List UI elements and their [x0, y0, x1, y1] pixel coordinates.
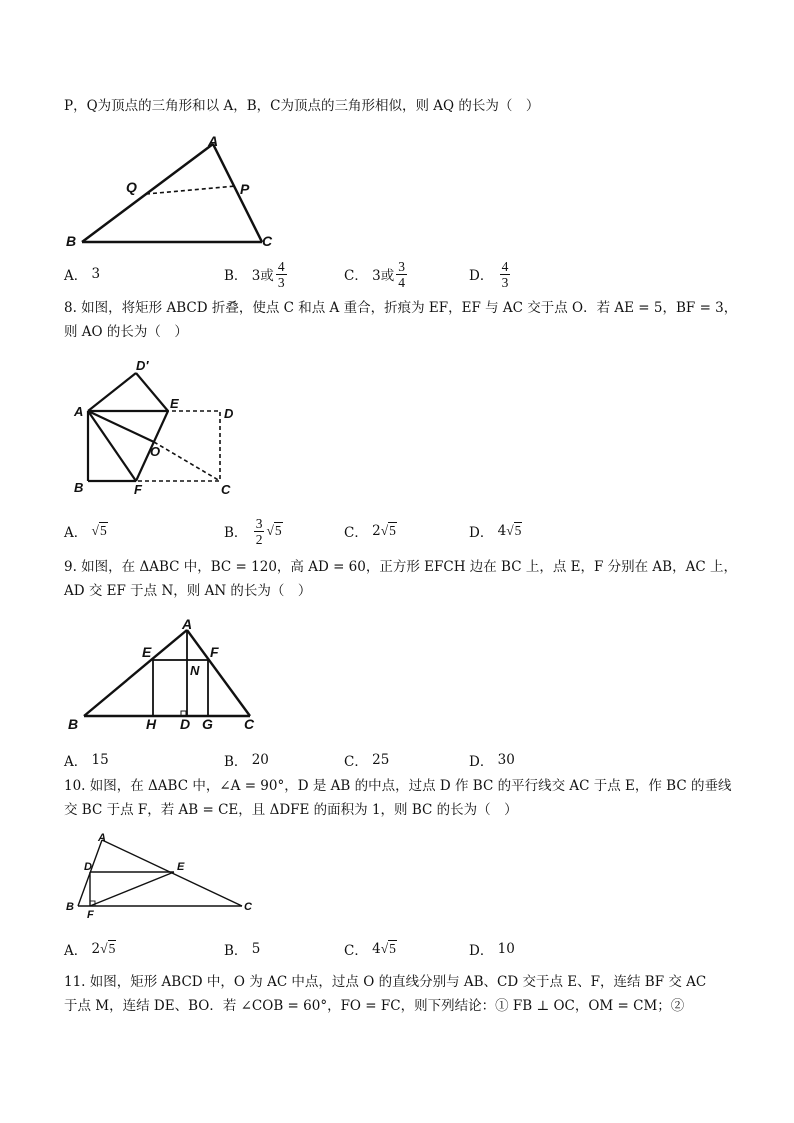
q9-option-a[interactable]: A． 15 [64, 752, 109, 770]
q7-option-c-fraction: $\frac{3}{4}$ [398, 258, 405, 290]
q7-option-b[interactable]: B． 3或 $\frac{4}{3}$ [224, 258, 285, 290]
q7-option-c[interactable]: C． 3或 $\frac{3}{4}$ [344, 258, 405, 290]
q8-option-a[interactable]: A． √5 [64, 523, 107, 541]
q10-label-e: E [177, 861, 185, 873]
q8-label-d: D [224, 406, 234, 421]
q11-stem-line2: 于点 M，连结 DE、BO．若 ∠COB = 60°，FO = FC，则下列结论：① FB ⊥ OC，OM = CM；② [64, 998, 685, 1014]
q8-option-b[interactable]: B． $\frac{3}{2}$ √5 [224, 515, 282, 547]
q9-stem-line1: 9. 如图，在 ΔABC 中，BC = 120，高 AD = 60，正方形 EFCH 边在 BC 上，点 E，F 分别在 AB，AC 上， [64, 559, 737, 575]
q8-option-d-sqrt: √5 [506, 523, 522, 538]
q9-label-b: B [68, 716, 79, 732]
q8-options [64, 511, 764, 551]
q8-label-a: A [74, 404, 84, 419]
q10-label-b: B [66, 901, 74, 913]
q7-label-p: P [240, 181, 250, 197]
q9-label-n: N [190, 663, 200, 678]
q8-option-b-sqrt: √5 [266, 523, 282, 538]
q8-option-d[interactable]: D． 4 √5 [469, 523, 522, 541]
q10-label-a: A [98, 832, 106, 844]
q10-option-c[interactable]: C． 4 √5 [344, 941, 396, 959]
q8-label-c: C [221, 482, 231, 496]
q10-stem-line1: 10. 如图，在 ΔABC 中，∠A = 90°，D 是 AB 的中点，过点 D 作 BC 的平行线交 AC 于点 E，作 BC 的垂线 [64, 778, 732, 794]
q10-option-a[interactable]: A． 2 √5 [64, 941, 116, 959]
q8-stem-line2: 则 AO 的长为（ ） [64, 324, 188, 340]
q7-option-d[interactable]: D． $\frac{4}{3}$ [469, 258, 509, 290]
q9-option-c[interactable]: C． 25 [344, 752, 390, 770]
q9-option-d[interactable]: D． 30 [469, 752, 515, 770]
q10-option-c-sqrt: √5 [380, 941, 396, 956]
q9-label-f: F [210, 644, 219, 660]
q9-label-c: C [244, 716, 255, 732]
q10-label-f: F [87, 909, 94, 920]
q8-option-a-sqrt: √5 [91, 523, 107, 538]
q7-option-d-fraction: $\frac{4}{3}$ [501, 258, 509, 290]
q9-stem-line2: AD 交 EF 于点 N，则 AN 的长为（ ） [64, 583, 312, 599]
q8-stem-line1: 8. 如图，将矩形 ABCD 折叠，使点 C 和点 A 重合，折痕为 EF，EF 与 AC 交于点 O．若 AE = 5，BF = 3， [64, 300, 738, 316]
q7-stem-tail: P，Q为顶点的三角形和以 A，B，C为顶点的三角形相似，则 AQ 的长为（ ） [64, 98, 540, 114]
q8-label-e: E [170, 396, 179, 411]
q10-stem-line2: 交 BC 于点 F，若 AB = CE，且 ΔDFE 的面积为 1，则 BC 的长为（ ） [64, 802, 518, 818]
q7-label-b: B [66, 233, 77, 249]
q10-figure [62, 830, 262, 920]
q7-option-a[interactable]: A． 3 [64, 266, 101, 284]
q8-option-b-fraction: $\frac{3}{2}$ [255, 515, 263, 547]
q8-label-b: B [74, 480, 84, 495]
q9-option-b[interactable]: B． 20 [224, 752, 269, 770]
q8-label-o: O [150, 444, 161, 459]
q11-stem-line1: 11. 如图，矩形 ABCD 中，O 为 AC 中点，过点 O 的直线分别与 AB、CD 交于点 E、F，连结 BF 交 AC [64, 974, 707, 990]
q7-option-b-fraction: $\frac{4}{3}$ [277, 258, 285, 290]
q10-label-c: C [244, 901, 252, 913]
q8-label-f: F [134, 482, 142, 496]
q10-label-d: D [84, 861, 92, 873]
q7-label-c: C [262, 233, 273, 249]
q10-option-b[interactable]: B． 5 [224, 941, 261, 959]
q9-label-e: E [142, 644, 152, 660]
q8-option-c-sqrt: √5 [380, 523, 396, 538]
q10-option-a-sqrt: √5 [100, 941, 116, 956]
q8-option-c[interactable]: C． 2 √5 [344, 523, 396, 541]
q9-options [64, 740, 764, 780]
q9-label-g: G [202, 716, 213, 732]
q10-options [64, 929, 764, 969]
q9-label-a: A [182, 616, 193, 632]
q8-figure [70, 356, 250, 496]
q7-options [64, 254, 764, 294]
q7-label-q: Q [126, 179, 137, 195]
q9-label-d: D [180, 716, 191, 732]
q10-option-d[interactable]: D． 10 [469, 941, 515, 959]
q9-label-h: H [146, 716, 157, 732]
q7-figure [60, 132, 290, 252]
q9-figure [64, 615, 274, 735]
q8-label-dprime: D′ [136, 358, 149, 373]
q7-label-a: A [208, 133, 219, 149]
